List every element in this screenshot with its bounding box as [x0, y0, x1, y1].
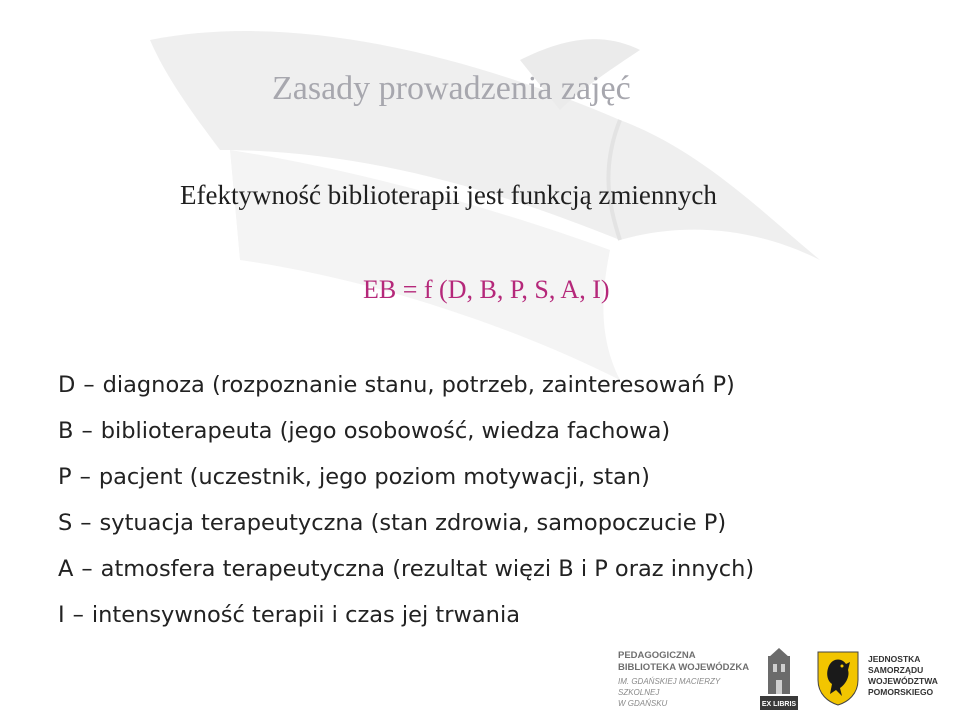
slide-title: Zasady prowadzenia zajęć — [272, 70, 631, 107]
definition-dash: – — [72, 602, 84, 628]
footer-logos — [612, 646, 952, 712]
definition-text: intensywność terapii i czas jej trwania — [91, 602, 520, 628]
library-logo-patron — [618, 676, 758, 709]
definition-letter: A — [58, 556, 74, 582]
definition-text: sytuacja terapeutyczna (stan zdrowia, samopoczucie P) — [99, 510, 727, 536]
definition-letter: I — [58, 602, 65, 628]
library-name-line: BIBLIOTEKA WOJEWÓDZKA — [618, 662, 750, 673]
definition-dash: – — [80, 510, 92, 536]
formula: EB = f (D, B, P, S, A, I) — [363, 275, 610, 304]
library-patron-line: IM. GDAŃSKIEJ MACIERZY SZKOLNEJ — [618, 677, 721, 697]
slide-subtitle: Efektywność biblioterapii jest funkcją zmiennych — [180, 180, 717, 210]
unit-line: JEDNOSTKA — [868, 654, 921, 664]
definition-text: pacjent (uczestnik, jego poziom motywacji, stan) — [98, 464, 650, 490]
library-patron-line: W GDAŃSKU — [618, 699, 668, 708]
library-name-line: PEDAGOGICZNA — [618, 650, 696, 661]
unit-line: WOJEWÓDZTWA — [868, 676, 938, 686]
definition-item-p — [58, 454, 754, 500]
definition-letter: D — [58, 372, 76, 398]
definition-list — [58, 362, 754, 638]
pomeranian-griffin-crest-icon — [816, 650, 860, 706]
definition-text: biblioterapeuta (jego osobowość, wiedza fachowa) — [100, 418, 671, 444]
definition-item-b — [58, 408, 754, 454]
definition-dash: – — [81, 556, 93, 582]
definition-dash: – — [79, 464, 91, 490]
definition-dash: – — [83, 372, 95, 398]
unit-line: POMORSKIEGO — [868, 687, 934, 697]
definition-text: atmosfera terapeutyczna (rezultat więzi B i P oraz innych) — [100, 556, 755, 582]
ex-libris-label: EX LIBRIS — [761, 701, 797, 708]
definition-item-a — [58, 546, 754, 592]
definition-item-s — [58, 500, 754, 546]
regional-government-label — [868, 654, 952, 698]
ex-libris-logo-icon — [758, 648, 800, 712]
definition-text: diagnoza (rozpoznanie stanu, potrzeb, zainteresowań P) — [102, 372, 735, 398]
definition-item-i — [58, 592, 754, 638]
definition-item-d — [58, 362, 754, 408]
definition-letter: S — [58, 510, 73, 536]
definition-letter: B — [58, 418, 74, 444]
unit-line: SAMORZĄDU — [868, 665, 924, 675]
definition-letter: P — [58, 464, 72, 490]
definition-dash: – — [81, 418, 93, 444]
library-logo-name — [618, 650, 758, 674]
